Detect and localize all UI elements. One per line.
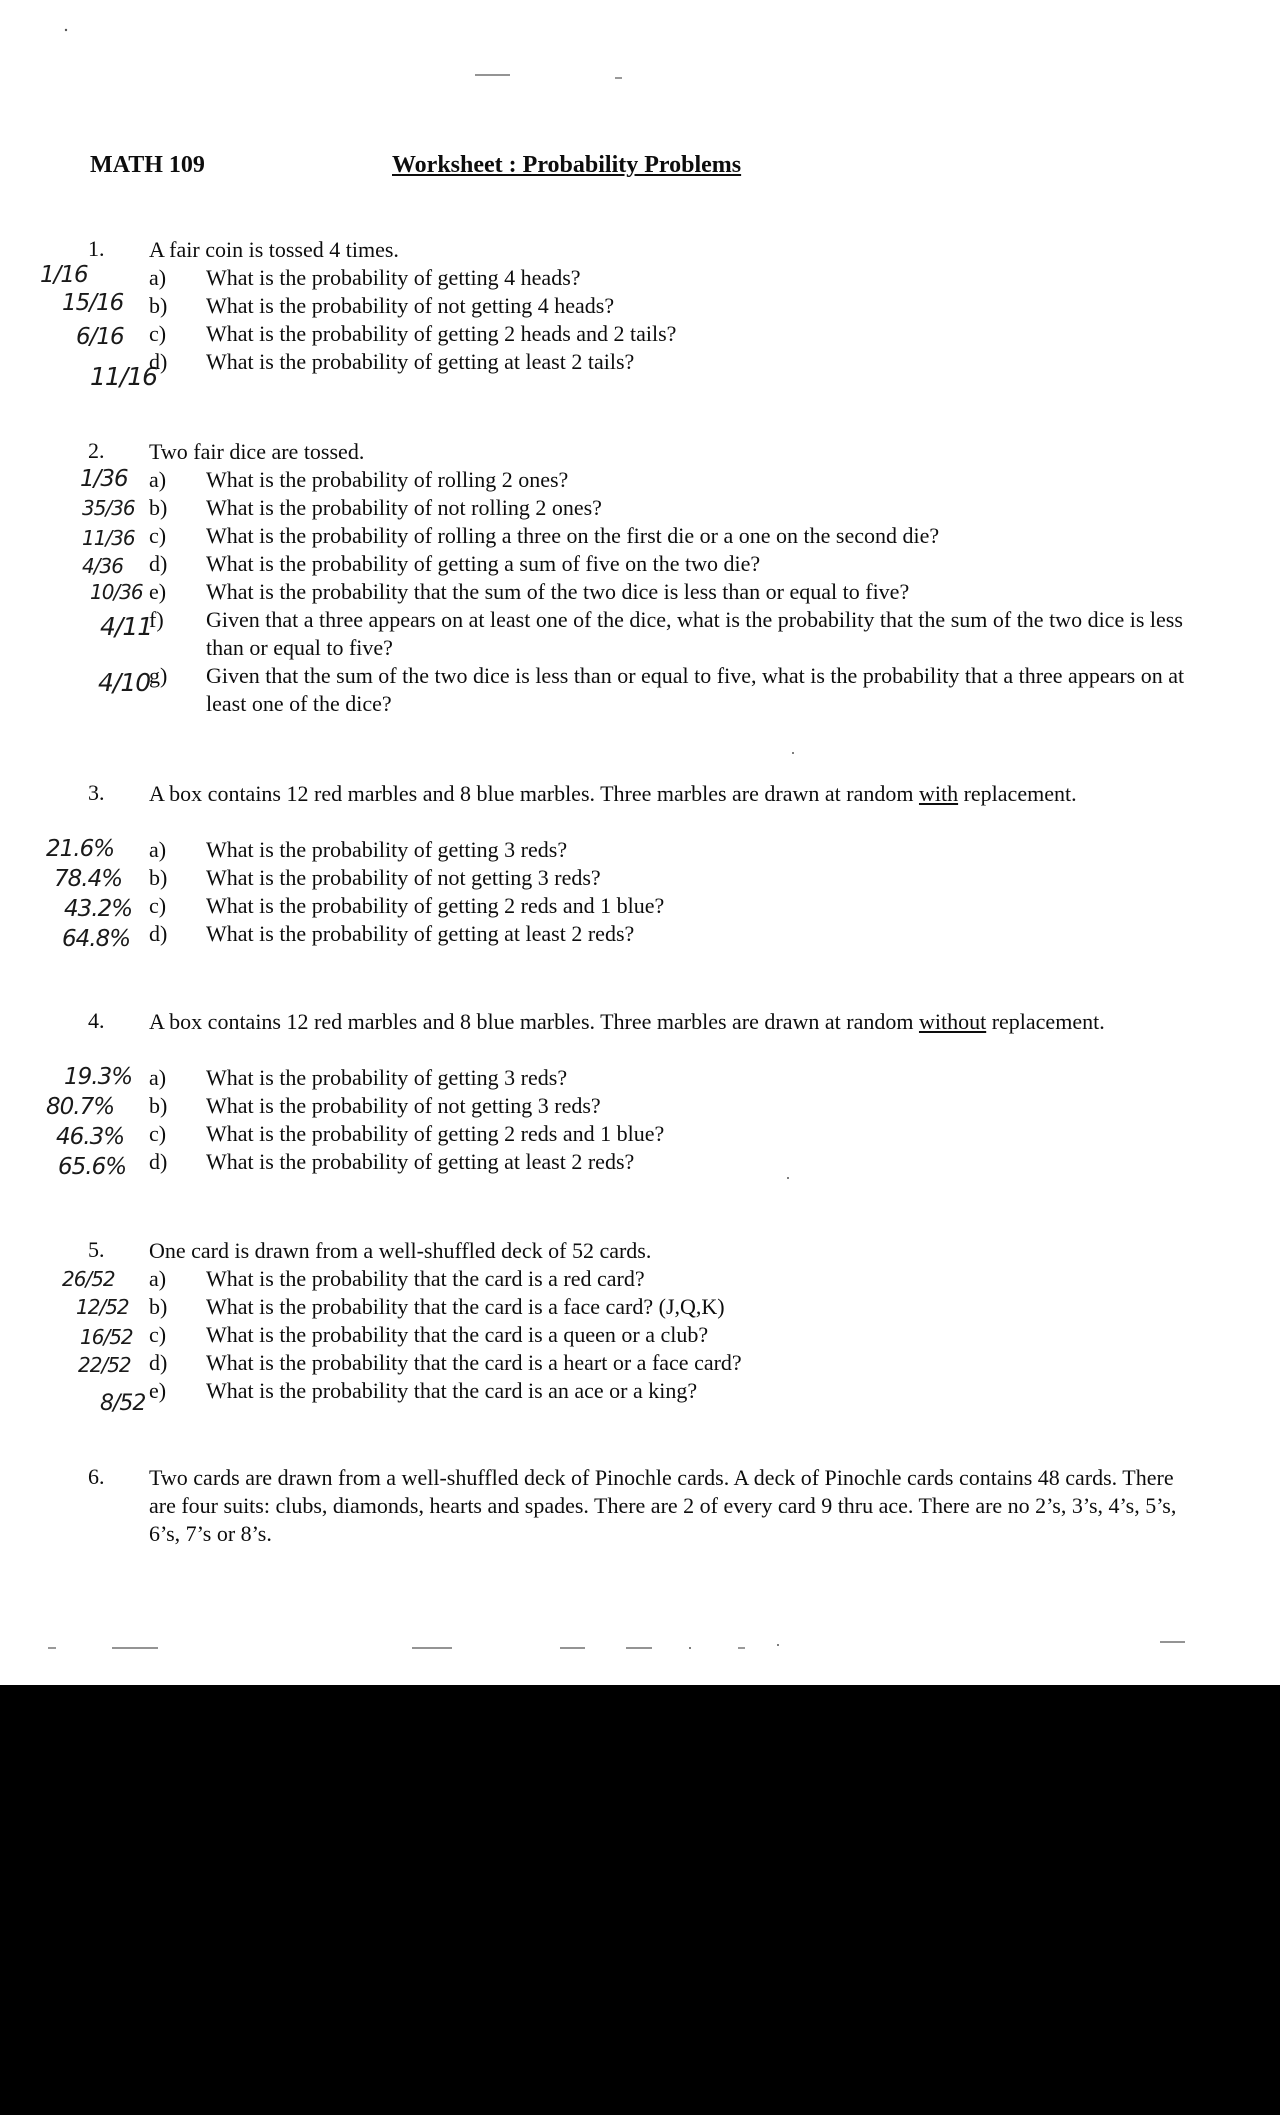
handwritten-answer: 22/52 (78, 1353, 131, 1377)
handwritten-answer: 4/10 (98, 668, 151, 697)
part-letter: g) (149, 663, 168, 688)
question-row (0, 920, 1280, 952)
part-letter: d) (149, 1350, 168, 1375)
question-text: What is the probability of getting 4 heads? (206, 265, 581, 290)
problem-stem: Two fair dice are tossed. (149, 439, 365, 464)
question-row (0, 494, 1280, 522)
problem-stem: A box contains 12 red marbles and 8 blue marbles. Three marbles are drawn at random without replacement. (149, 1009, 1105, 1034)
part-letter: e) (149, 579, 167, 604)
part-letter: b) (149, 495, 168, 520)
part-letter: a) (149, 265, 167, 290)
question-row (0, 836, 1280, 864)
question-row (0, 522, 1280, 550)
question-text: Given that a three appears on at least one of the dice, what is the probability that the sum of the two dice is less than or equal to five? (206, 607, 1183, 660)
part-letter: d) (149, 921, 168, 946)
question-text: What is the probability of not getting 3 reds? (206, 865, 601, 890)
question-text: What is the probability of rolling a three on the first die or a one on the second die? (206, 523, 940, 548)
handwritten-answer: 11/36 (82, 526, 135, 550)
question-text: What is the probability of getting at least 2 reds? (206, 1149, 635, 1174)
part-letter: c) (149, 523, 167, 548)
part-letter: c) (149, 1322, 167, 1347)
question-text: What is the probability of getting at least 2 reds? (206, 921, 635, 946)
question-text: What is the probability of rolling 2 ones? (206, 467, 569, 492)
question-row (0, 320, 1280, 348)
question-row (0, 892, 1280, 920)
question-row (0, 1321, 1280, 1349)
part-letter: b) (149, 293, 168, 318)
page-title: Worksheet : Probability Problems (392, 152, 742, 178)
question-text: What is the probability of getting 3 reds? (206, 1065, 568, 1090)
part-letter: b) (149, 865, 168, 890)
handwritten-answer: 1/36 (80, 466, 128, 492)
question-row (0, 662, 1280, 718)
problem-stem: One card is drawn from a well-shuffled deck of 52 cards. (149, 1238, 652, 1263)
question-row (0, 864, 1280, 892)
problem-number: 2. (88, 438, 105, 463)
course-label: MATH 109 (90, 152, 205, 178)
question-row (0, 466, 1280, 494)
question-text: What is the probability that the card is a red card? (206, 1266, 645, 1291)
question-row (0, 606, 1280, 662)
handwritten-answer: 80.7% (46, 1094, 115, 1120)
question-text: What is the probability that the card is a queen or a club? (206, 1322, 709, 1347)
handwritten-answer: 16/52 (80, 1325, 133, 1349)
problem-stem: A box contains 12 red marbles and 8 blue marbles. Three marbles are drawn at random with replacement. (149, 781, 1077, 806)
handwritten-answer: 8/52 (100, 1391, 146, 1416)
question-row (0, 264, 1280, 292)
black-scan-margin (0, 1685, 1280, 2115)
handwritten-answer: 65.6% (58, 1154, 127, 1180)
part-letter: d) (149, 349, 168, 374)
problem-number: 6. (88, 1464, 105, 1489)
question-text: What is the probability of getting a sum of five on the two die? (206, 551, 761, 576)
question-text: What is the probability that the sum of the two dice is less than or equal to five? (206, 579, 910, 604)
handwritten-answer: 64.8% (62, 926, 131, 952)
problem-number: 5. (88, 1237, 105, 1262)
handwritten-answer: 15/16 (62, 290, 124, 316)
part-letter: c) (149, 321, 167, 346)
part-letter: a) (149, 467, 167, 492)
part-letter: a) (149, 837, 167, 862)
question-row (0, 1148, 1280, 1180)
handwritten-answer: 43.2% (64, 896, 133, 922)
question-text: What is the probability that the card is an ace or a king? (206, 1378, 698, 1403)
question-text: What is the probability that the card is a face card? (J,Q,K) (206, 1294, 725, 1319)
question-text: What is the probability of getting 3 reds? (206, 837, 568, 862)
question-text: What is the probability of not rolling 2 ones? (206, 495, 602, 520)
handwritten-answer: 6/16 (76, 324, 124, 350)
part-letter: b) (149, 1294, 168, 1319)
handwritten-answer: 78.4% (54, 866, 123, 892)
part-letter: c) (149, 893, 167, 918)
question-text: What is the probability that the card is a heart or a face card? (206, 1350, 742, 1375)
question-text: What is the probability of getting 2 reds and 1 blue? (206, 1121, 665, 1146)
question-row (0, 578, 1280, 606)
handwritten-answer: 26/52 (62, 1267, 115, 1291)
part-letter: a) (149, 1266, 167, 1291)
question-row (0, 1265, 1280, 1293)
question-row (0, 1377, 1280, 1416)
problem-stem: Two cards are drawn from a well-shuffled deck of Pinochle cards. A deck of Pinochle cards contains 48 cards. There are four suits: clubs, diamonds, hearts and spades. There are 2 of every card 9 thru ace. There are no 2’s, 3’s, 4’s, 5’s, 6’s, 7’s or 8’s. (149, 1465, 1177, 1546)
question-text: What is the probability of getting at least 2 tails? (206, 349, 635, 374)
part-letter: d) (149, 1149, 168, 1174)
part-letter: a) (149, 1065, 167, 1090)
question-text: What is the probability of not getting 4 heads? (206, 293, 615, 318)
question-row (0, 550, 1280, 578)
part-letter: d) (149, 551, 168, 576)
part-letter: c) (149, 1121, 167, 1146)
handwritten-answer: 4/36 (82, 554, 123, 578)
question-text: Given that the sum of the two dice is less than or equal to five, what is the probability that a three appears on at least one of the dice? (206, 663, 1185, 716)
question-row (0, 1092, 1280, 1120)
handwritten-answer: 10/36 (90, 580, 143, 604)
problem-number: 3. (88, 780, 105, 805)
question-row (0, 1120, 1280, 1148)
handwritten-answer: 35/36 (82, 496, 135, 520)
handwritten-answer: 11/16 (90, 362, 158, 391)
problem-number: 4. (88, 1008, 105, 1033)
handwritten-answer: 19.3% (64, 1064, 133, 1090)
handwritten-answer: 4/11 (100, 612, 153, 641)
handwritten-answer: 46.3% (56, 1124, 125, 1150)
question-text: What is the probability of getting 2 heads and 2 tails? (206, 321, 677, 346)
problem-number: 1. (88, 236, 105, 261)
question-text: What is the probability of not getting 3 reds? (206, 1093, 601, 1118)
part-letter: b) (149, 1093, 168, 1118)
question-row (0, 1293, 1280, 1321)
handwritten-answer: 1/16 (40, 262, 88, 288)
part-letter: f) (149, 607, 164, 632)
part-letter: e) (149, 1378, 167, 1403)
question-text: What is the probability of getting 2 reds and 1 blue? (206, 893, 665, 918)
question-row (0, 292, 1280, 320)
question-row (0, 1349, 1280, 1377)
question-row (0, 348, 1280, 391)
problem-stem: A fair coin is tossed 4 times. (149, 237, 399, 262)
handwritten-answer: 12/52 (76, 1295, 129, 1319)
handwritten-answer: 21.6% (46, 836, 115, 862)
question-row (0, 1064, 1280, 1092)
